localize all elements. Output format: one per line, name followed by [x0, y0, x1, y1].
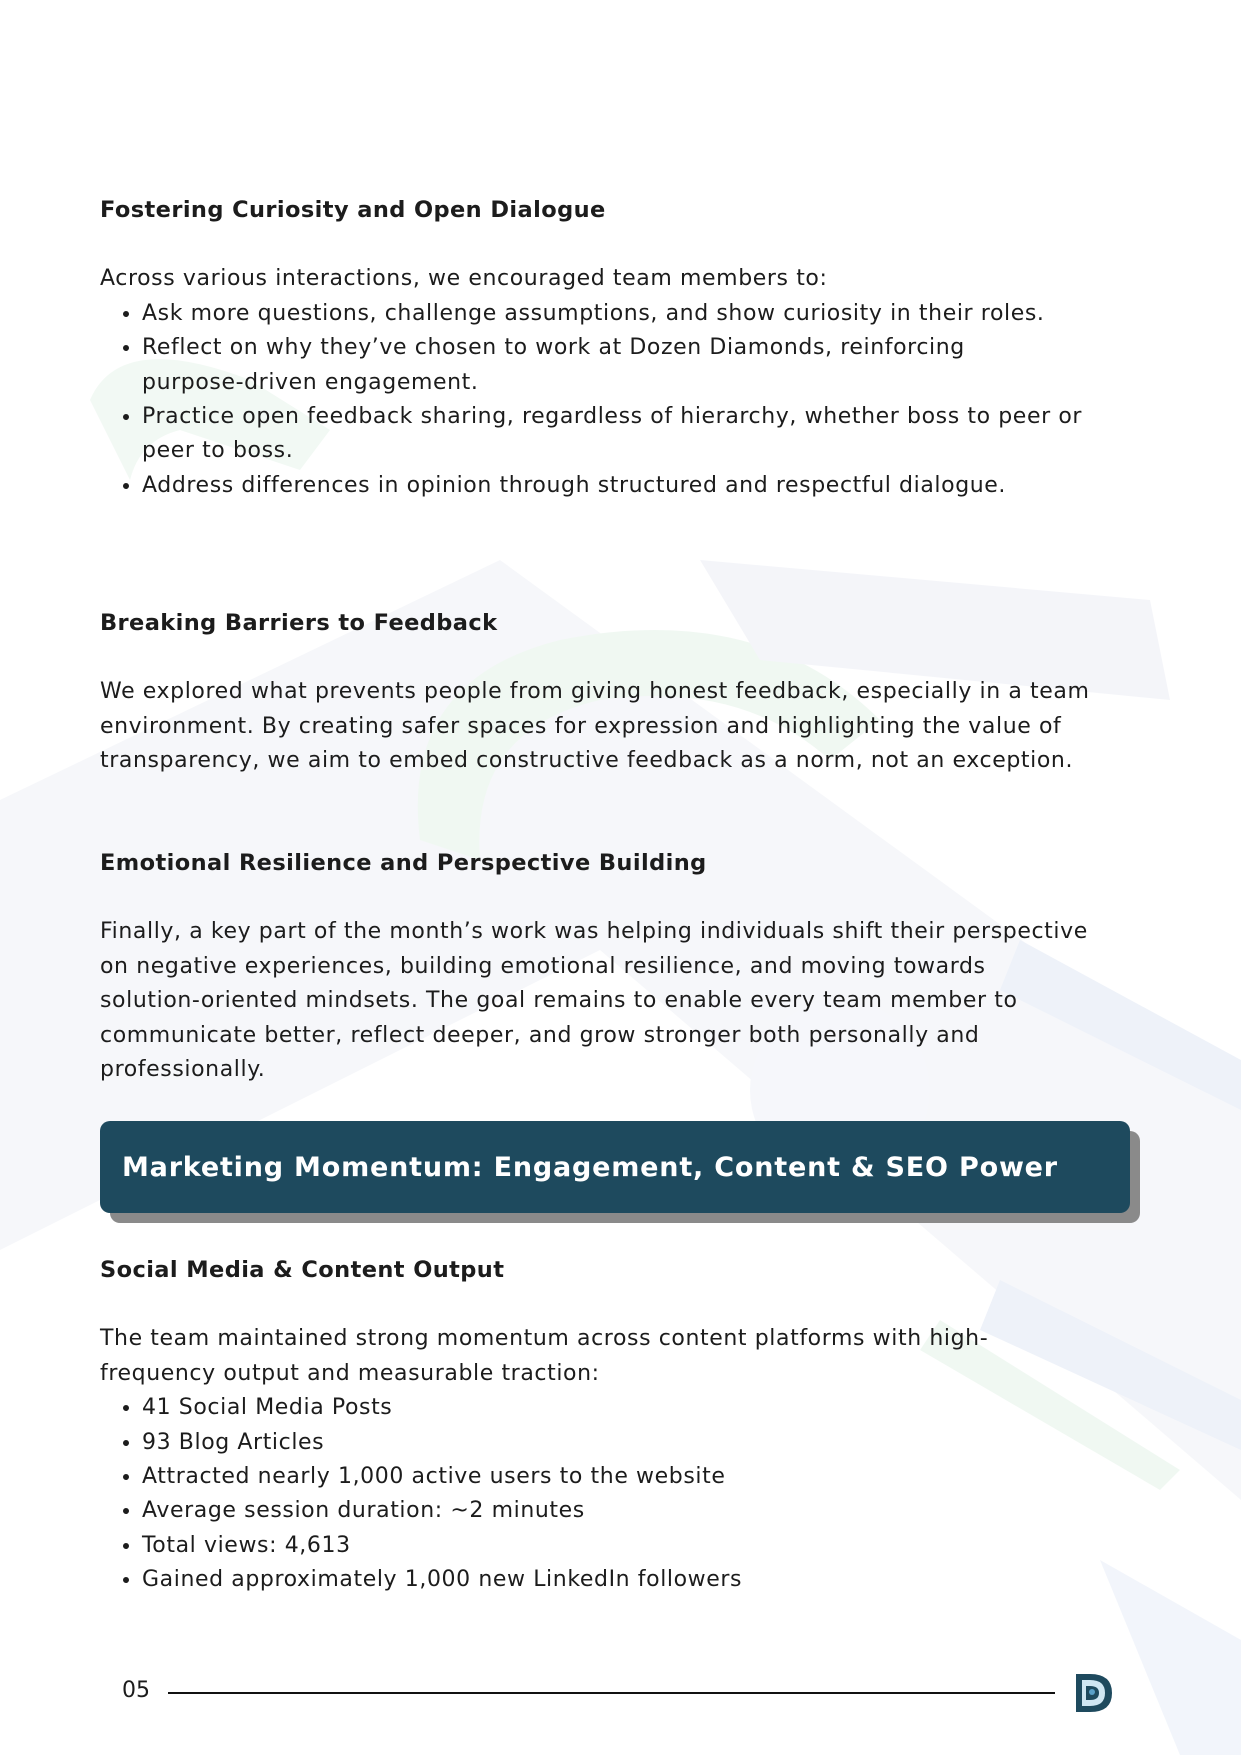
list-item: • 93 Blog Articles [142, 1426, 1100, 1460]
section-heading: Fostering Curiosity and Open Dialogue [100, 197, 606, 223]
list-item: • Attracted nearly 1,000 active users to the website [142, 1460, 1100, 1494]
section-heading: Breaking Barriers to Feedback [100, 610, 498, 636]
section-intro: The team maintained strong momentum across content platforms with high-frequency output and measurable traction: [100, 1326, 989, 1386]
list-item: • 41 Social Media Posts [142, 1391, 1100, 1425]
section-heading: Social Media & Content Output [100, 1257, 505, 1283]
section-banner [100, 1121, 1130, 1213]
section-body: We explored what prevents people from giving honest feedback, especially in a team environment. By creating safer spaces for expression and highlighting the value of transparency, we aim to embed constructive feedback as a norm, not an exception. [100, 679, 1090, 774]
section-heading: Emotional Resilience and Perspective Building [100, 850, 707, 876]
section-marketing [100, 1253, 1100, 1598]
page-number: 05 [122, 1678, 150, 1703]
list-item: • Reflect on why they’ve chosen to work at Dozen Diamonds, reinforcing purpose-driven engagement. [142, 331, 1100, 400]
list-item: • Average session duration: ~2 minutes [142, 1494, 1100, 1528]
list-item: • Gained approximately 1,000 new LinkedIn followers [142, 1563, 1100, 1597]
list-item: • Practice open feedback sharing, regardless of hierarchy, whether boss to peer or peer to boss. [142, 400, 1100, 469]
footer-divider [168, 1692, 1055, 1694]
list-item: • Total views: 4,613 [142, 1529, 1100, 1563]
section-feedback [100, 606, 1100, 779]
bullet-list [100, 297, 1100, 503]
banner-title: Marketing Momentum: Engagement, Content & SEO Power [122, 1151, 1058, 1183]
dozen-diamonds-logo-icon [1072, 1670, 1116, 1716]
section-intro: Across various interactions, we encouraged team members to: [100, 266, 828, 292]
section-body: Finally, a key part of the month’s work was helping individuals shift their perspective on negative experiences, building emotional resilience, and moving towards solution-oriented mindsets. The goal remains to enable every team member to communicate better, reflect deeper, and grow stronger both personally and professionally. [100, 919, 1088, 1083]
section-curiosity [100, 193, 1100, 503]
section-resilience [100, 846, 1100, 1087]
bullet-list [100, 1391, 1100, 1597]
list-item: • Address differences in opinion through structured and respectful dialogue. [142, 469, 1100, 503]
list-item: • Ask more questions, challenge assumptions, and show curiosity in their roles. [142, 297, 1100, 331]
